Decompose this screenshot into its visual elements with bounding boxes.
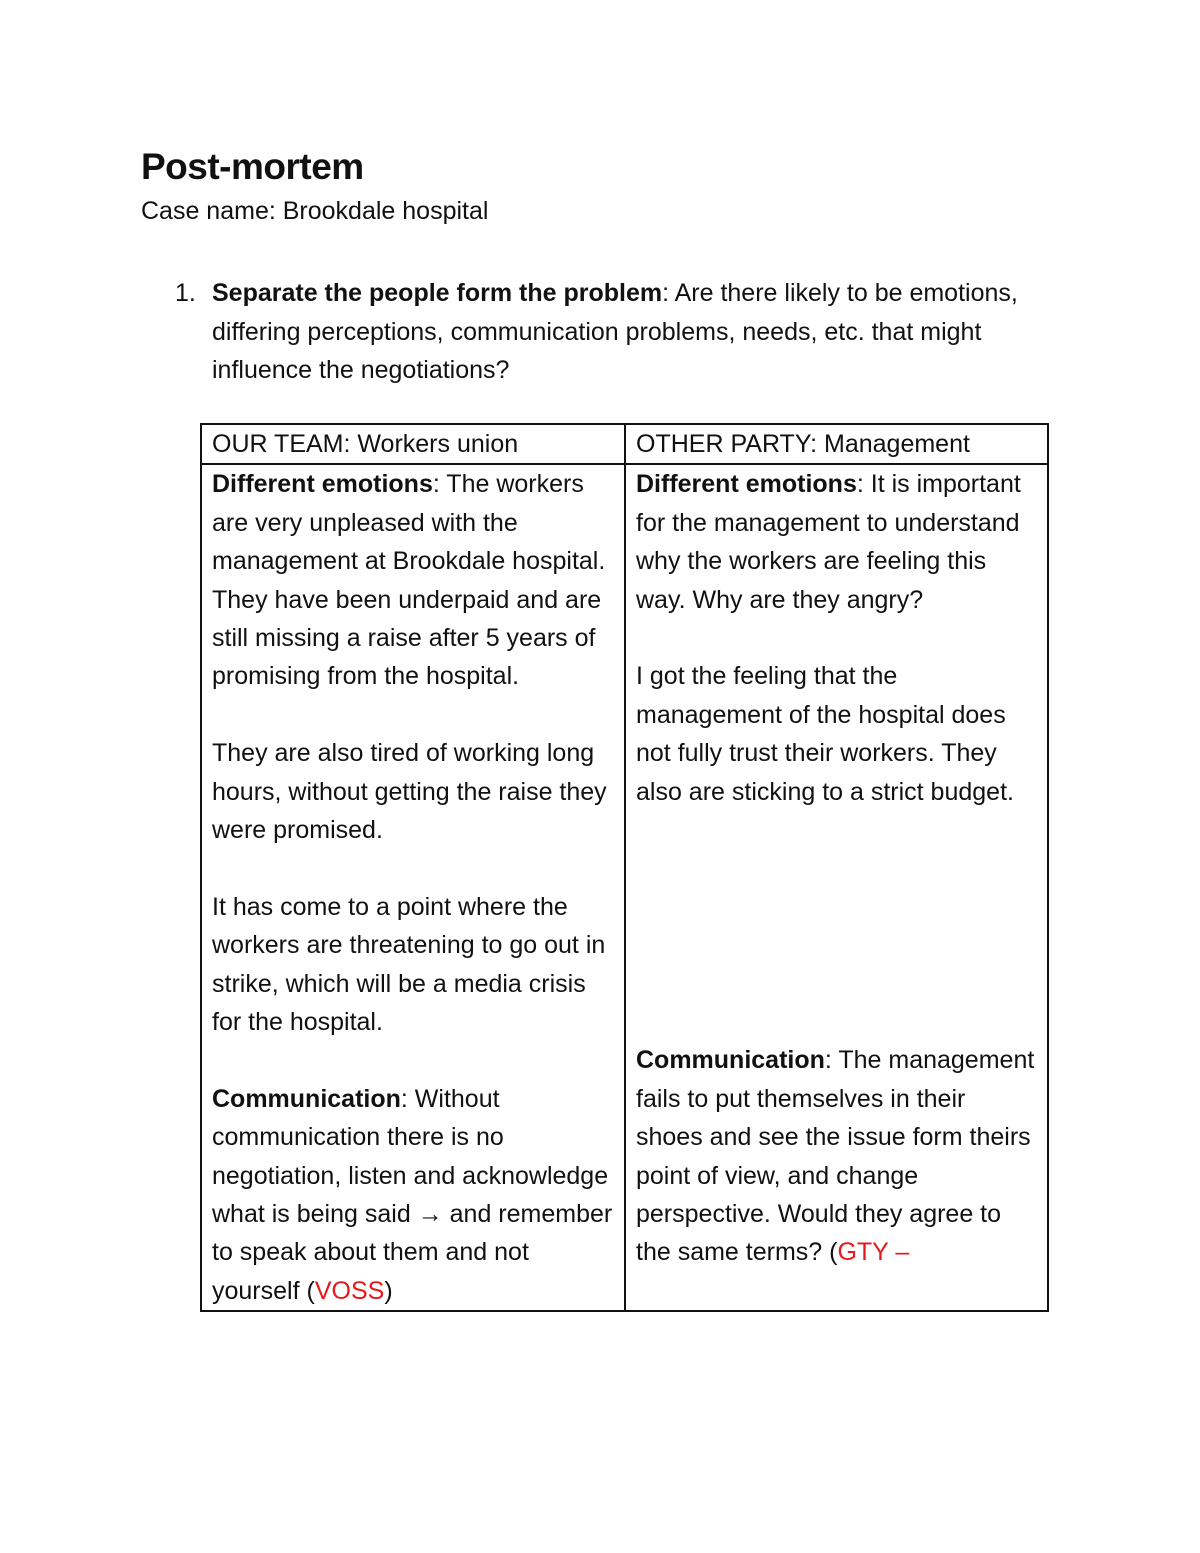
header-our-team-value: Workers union [357,430,519,458]
table-body-row [201,464,1048,1311]
our-team-cell [201,464,625,1311]
our-reference-close: ) [384,1276,393,1305]
other-reference-open: ( [829,1238,838,1267]
case-name-line [141,197,488,226]
arrow-icon: → [417,1200,443,1229]
question-body: : Are there likely to be emotions, differing perceptions, communication problems, needs, etc. that might influence the negotiations? [212,279,1018,385]
question-1 [141,274,1061,390]
our-emotions-paragraph-2: They are also tired of working long hours, without getting the raise they were promised. [212,739,607,845]
header-our-team-label: OUR TEAM: [212,430,351,458]
page-title: Post-mortem [141,146,364,187]
header-other-party-value: Management [824,430,970,458]
our-emotions-text-1: : The workers are very unpleased with the management at Brookdale hospital. They have been underpaid and are still missing a raise after 5 years of promising from the hospital. [212,470,606,691]
our-emotions-paragraph-3: It has come to a point where the workers are threatening to go out in strike, which will be a media crisis for the hospital. [212,892,606,1037]
case-name-label: Case name: [141,197,276,225]
other-communication-text: : The management fails to put themselves in their shoes and see the issue form theirs point of view, and change perspective. Would they agree to the same terms? [636,1046,1035,1267]
our-communication-text-1: : Without communication there is no negotiation, listen and acknowledge what is being said [212,1084,609,1229]
question-text-block [212,274,1061,390]
other-emotions-text-1: : It is important for the management to understand why the workers are feeling this way. Why are they angry? [636,470,1021,614]
other-party-cell [625,464,1048,1311]
our-emotions-paragraph-1 [212,465,614,695]
header-other-party [625,424,1048,464]
question-number: 1. [175,279,196,307]
other-emotions-paragraph-1 [636,465,1037,619]
our-communication-paragraph [212,1080,614,1310]
our-communication-heading: Communication [212,1084,401,1113]
other-communication-heading: Communication [636,1046,825,1075]
our-reference-open: ( [306,1276,315,1305]
other-emotions-heading: Different emotions [636,470,857,499]
header-other-party-label: OTHER PARTY: [636,430,818,458]
other-communication-paragraph [636,1041,1037,1271]
other-reference-gty: GTY – [837,1238,910,1267]
question-heading: Separate the people form the problem [212,279,663,307]
our-emotions-heading: Different emotions [212,470,433,499]
our-reference-voss: VOSS [314,1276,385,1305]
header-our-team [201,424,625,464]
comparison-table [200,423,1049,1312]
our-communication-text-2: and remember to speak about them and not yourself [212,1200,613,1305]
case-name-value: Brookdale hospital [282,197,489,225]
other-emotions-paragraph-2: I got the feeling that the management of the hospital does not fully trust their workers. They also are sticking to a strict budget. [636,662,1014,806]
table-header-row [201,424,1048,464]
